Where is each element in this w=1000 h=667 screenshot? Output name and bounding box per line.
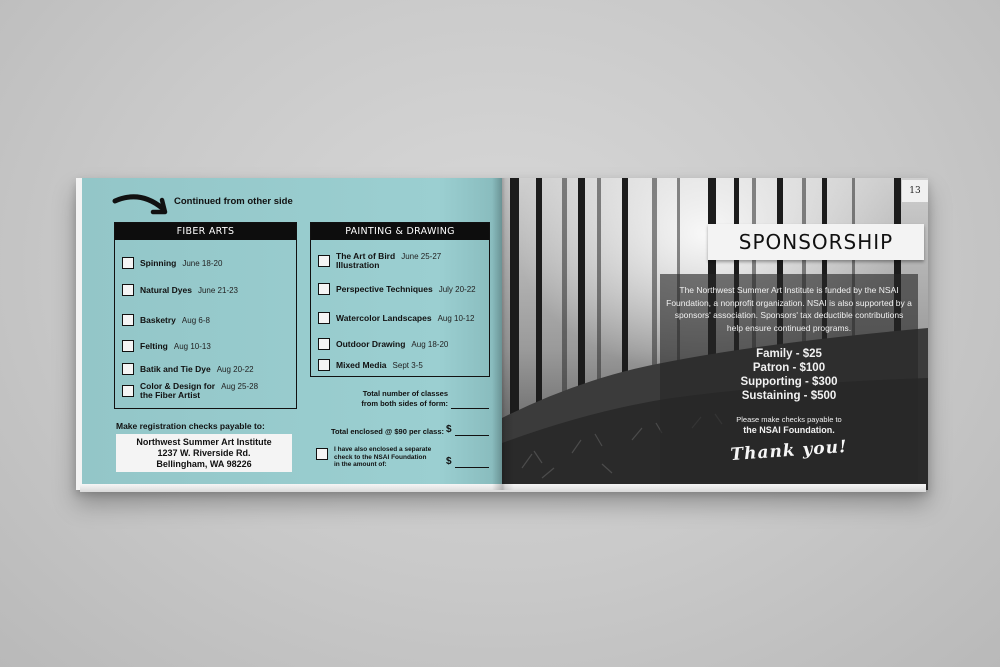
page-number: 13 xyxy=(902,180,928,202)
class-checkbox[interactable] xyxy=(318,255,330,267)
class-name: Perspective Techniques xyxy=(336,283,433,294)
class-item-perspective xyxy=(318,283,476,295)
class-date: Aug 20-22 xyxy=(216,364,254,374)
level-family: Family - $25 xyxy=(756,348,822,360)
class-date: June 21-23 xyxy=(197,285,238,295)
class-name-line1: Color & Design for xyxy=(140,381,216,391)
total-enclosed-field[interactable] xyxy=(455,435,489,436)
brochure-spread xyxy=(76,178,928,490)
class-date: Aug 18-20 xyxy=(411,339,449,349)
thank-you-script: Thank you! xyxy=(729,436,849,466)
class-name xyxy=(336,252,395,270)
sponsorship-info xyxy=(660,274,918,482)
foundation-amount-field[interactable] xyxy=(455,467,489,468)
dollar-sign: $ xyxy=(446,424,452,435)
class-name: Felting xyxy=(140,340,168,351)
class-checkbox[interactable] xyxy=(318,338,330,350)
class-item-batik xyxy=(122,363,254,375)
class-item-color-design xyxy=(122,382,258,400)
class-checkbox[interactable] xyxy=(122,284,134,296)
sponsorship-paragraph: The Northwest Summer Art Institute is funded by the NSAI Foundation, a nonprofit organization. NSAI is also supported by a sponsors' association. Sponsors' tax deductible contributions help ensure continued programs. xyxy=(666,285,912,333)
foundation-check-line1: I have also enclosed a separate xyxy=(334,446,432,453)
mailing-address xyxy=(116,434,292,472)
class-checkbox[interactable] xyxy=(122,385,134,397)
total-classes-field[interactable] xyxy=(451,408,489,409)
fiber-arts-box xyxy=(114,222,297,409)
class-checkbox[interactable] xyxy=(122,363,134,375)
class-item-mixed-media xyxy=(318,359,423,371)
page-title: SPONSORSHIP xyxy=(708,224,924,260)
class-name: Basketry xyxy=(140,314,176,325)
registration-page xyxy=(76,178,502,490)
curved-arrow-icon xyxy=(112,192,170,220)
total-enclosed-label: Total enclosed @ $90 per class: xyxy=(330,427,444,436)
payable-line2: the NSAI Foundation. xyxy=(743,425,835,435)
level-supporting: Supporting - $300 xyxy=(740,376,838,388)
class-item-bird-illustration xyxy=(318,252,441,270)
class-item-spinning xyxy=(122,257,222,269)
class-checkbox[interactable] xyxy=(122,257,134,269)
total-classes-line1: Total number of classes xyxy=(362,389,448,398)
class-item-natural-dyes xyxy=(122,284,238,296)
class-name: Mixed Media xyxy=(336,359,387,370)
class-date: Aug 10-13 xyxy=(173,341,211,351)
class-checkbox[interactable] xyxy=(318,283,330,295)
sponsorship-levels xyxy=(660,347,918,403)
class-date: June 18-20 xyxy=(182,258,223,268)
class-name: Watercolor Landscapes xyxy=(336,312,432,323)
foundation-check-line3: in the amount of: xyxy=(334,461,387,468)
class-checkbox[interactable] xyxy=(122,340,134,352)
continued-note: Continued from other side xyxy=(174,196,293,207)
address-line1: Northwest Summer Art Institute xyxy=(136,437,272,447)
book-spine-shadow xyxy=(492,178,514,490)
class-checkbox[interactable] xyxy=(318,312,330,324)
class-date: Aug 25-28 xyxy=(221,382,259,391)
payable-line1: Please make checks payable to xyxy=(736,415,842,424)
class-date: July 20-22 xyxy=(438,284,476,294)
address-line3: Bellingham, WA 98226 xyxy=(156,459,252,469)
class-name: Batik and Tie Dye xyxy=(140,363,211,374)
level-patron: Patron - $100 xyxy=(752,362,826,374)
class-date: Aug 10-12 xyxy=(437,313,475,323)
class-date: Aug 6-8 xyxy=(181,315,210,325)
class-name: Spinning xyxy=(140,257,177,268)
class-date: Sept 3-5 xyxy=(392,360,423,370)
class-name-line1: The Art of Bird xyxy=(336,251,396,261)
class-name: Outdoor Drawing xyxy=(336,338,406,349)
level-sustaining: Sustaining - $500 xyxy=(741,390,837,402)
fiber-arts-header: FIBER ARTS xyxy=(115,223,296,240)
payable-note xyxy=(660,415,918,435)
painting-drawing-header: PAINTING & DRAWING xyxy=(311,223,489,240)
total-classes-label xyxy=(314,389,448,409)
class-item-basketry xyxy=(122,314,210,326)
total-classes-line2: from both sides of form: xyxy=(361,399,448,408)
foundation-check-label xyxy=(334,446,444,469)
class-checkbox[interactable] xyxy=(122,314,134,326)
sponsorship-page xyxy=(502,178,928,490)
class-checkbox[interactable] xyxy=(318,359,330,371)
class-item-felting xyxy=(122,340,211,352)
make-checks-label: Make registration checks payable to: xyxy=(116,421,265,431)
class-name: Natural Dyes xyxy=(140,284,192,295)
class-name-line2: the Fiber Artist xyxy=(140,390,201,400)
dollar-sign: $ xyxy=(446,456,452,467)
address-line2: 1237 W. Riverside Rd. xyxy=(157,448,251,458)
class-name xyxy=(140,382,215,400)
class-date: June 25-27 xyxy=(401,252,442,261)
foundation-check-checkbox[interactable] xyxy=(316,448,328,460)
foundation-check-line2: check to the NSAI Foundation xyxy=(334,453,427,461)
class-name-line2: Illustration xyxy=(336,260,380,270)
class-item-watercolor xyxy=(318,312,475,324)
class-item-outdoor-drawing xyxy=(318,338,448,350)
painting-drawing-box xyxy=(310,222,490,377)
